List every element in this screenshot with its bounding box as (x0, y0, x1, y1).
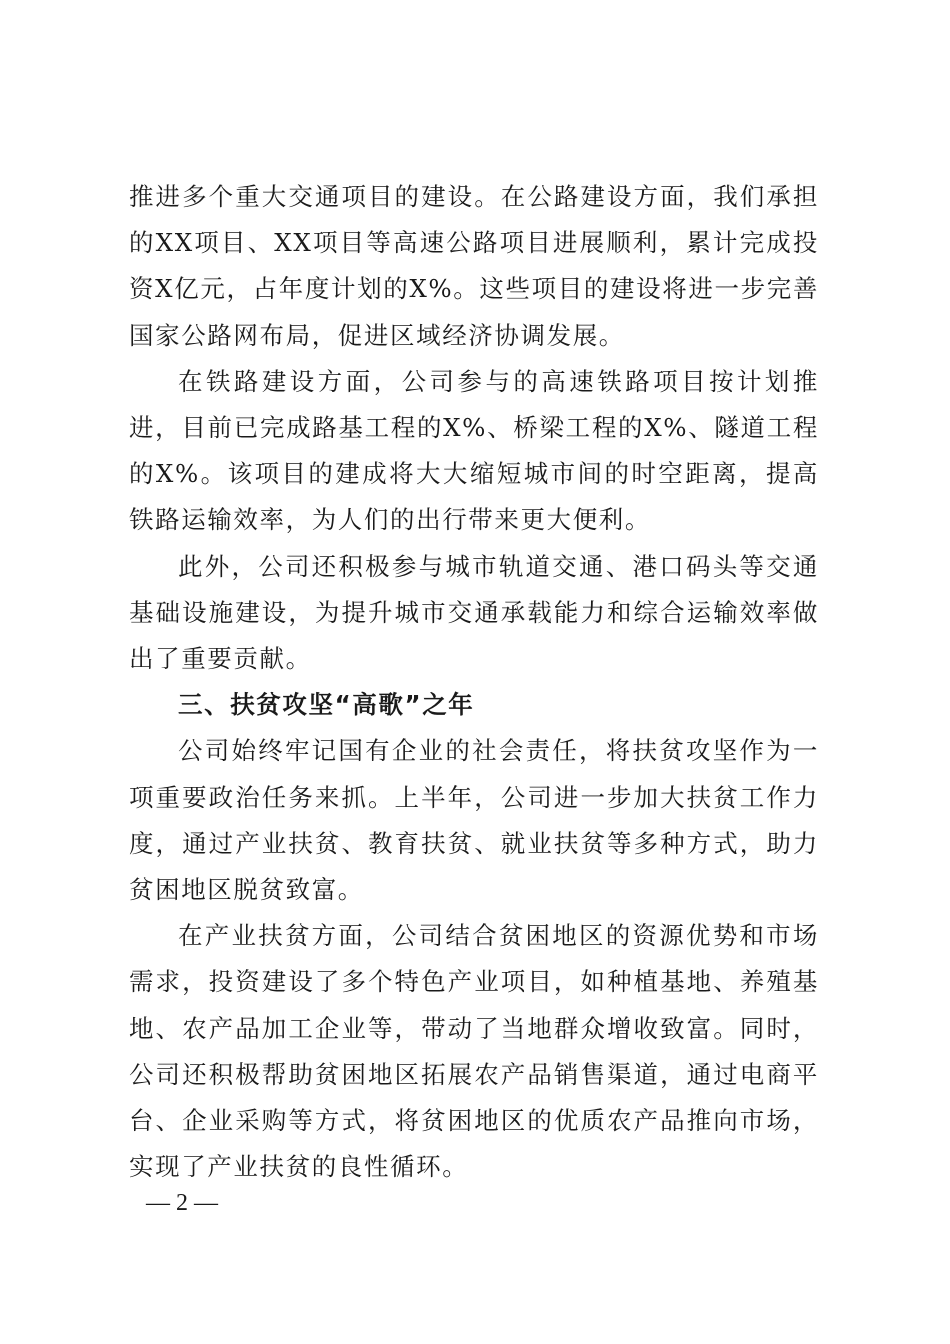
page-number: — 2 — (146, 1190, 218, 1216)
paragraph-other-infrastructure: 此外，公司还积极参与城市轨道交通、港口码头等交通基础设施建设，为提升城市交通承载能力和综合运输效率做出了重要贡献。 (129, 551, 819, 674)
paragraph-railway-construction: 在铁路建设方面，公司参与的高速铁路项目按计划推进，目前已完成路基工程的X%、桥梁工程的X%、隧道工程的X%。该项目的建成将大大缩短城市间的时空距离，提高铁路运输效率，为人们的出行带来更大便利。 (129, 366, 820, 535)
paragraph-industrial-poverty-alleviation: 在产业扶贫方面，公司结合贫困地区的资源优势和市场需求，投资建设了多个特色产业项目，如种植基地、养殖基地、农产品加工企业等，带动了当地群众增收致富。同时，公司还积极帮助贫困地区拓展农产品销售渠道，通过电商平台、企业采购等方式，将贫困地区的优质农产品推向市场，实现了产业扶贫的良性循环。 (129, 921, 819, 1182)
section-heading-poverty-alleviation: 三、扶贫攻坚“高歌”之年 (178, 690, 475, 720)
document-body (129, 174, 819, 1190)
paragraph-social-responsibility: 公司始终牢记国有企业的社会责任，将扶贫攻坚作为一项重要政治任务来抓。上半年，公司进一步加大扶贫工作力度，通过产业扶贫、教育扶贫、就业扶贫等多种方式，助力贫困地区脱贫致富。 (129, 736, 819, 905)
paragraph-highway-construction: 推进多个重大交通项目的建设。在公路建设方面，我们承担的XX项目、XX项目等高速公路项目进展顺利，累计完成投资X亿元，占年度计划的X%。这些项目的建设将进一步完善国家公路网布局，促进区域经济协调发展。 (129, 182, 819, 350)
